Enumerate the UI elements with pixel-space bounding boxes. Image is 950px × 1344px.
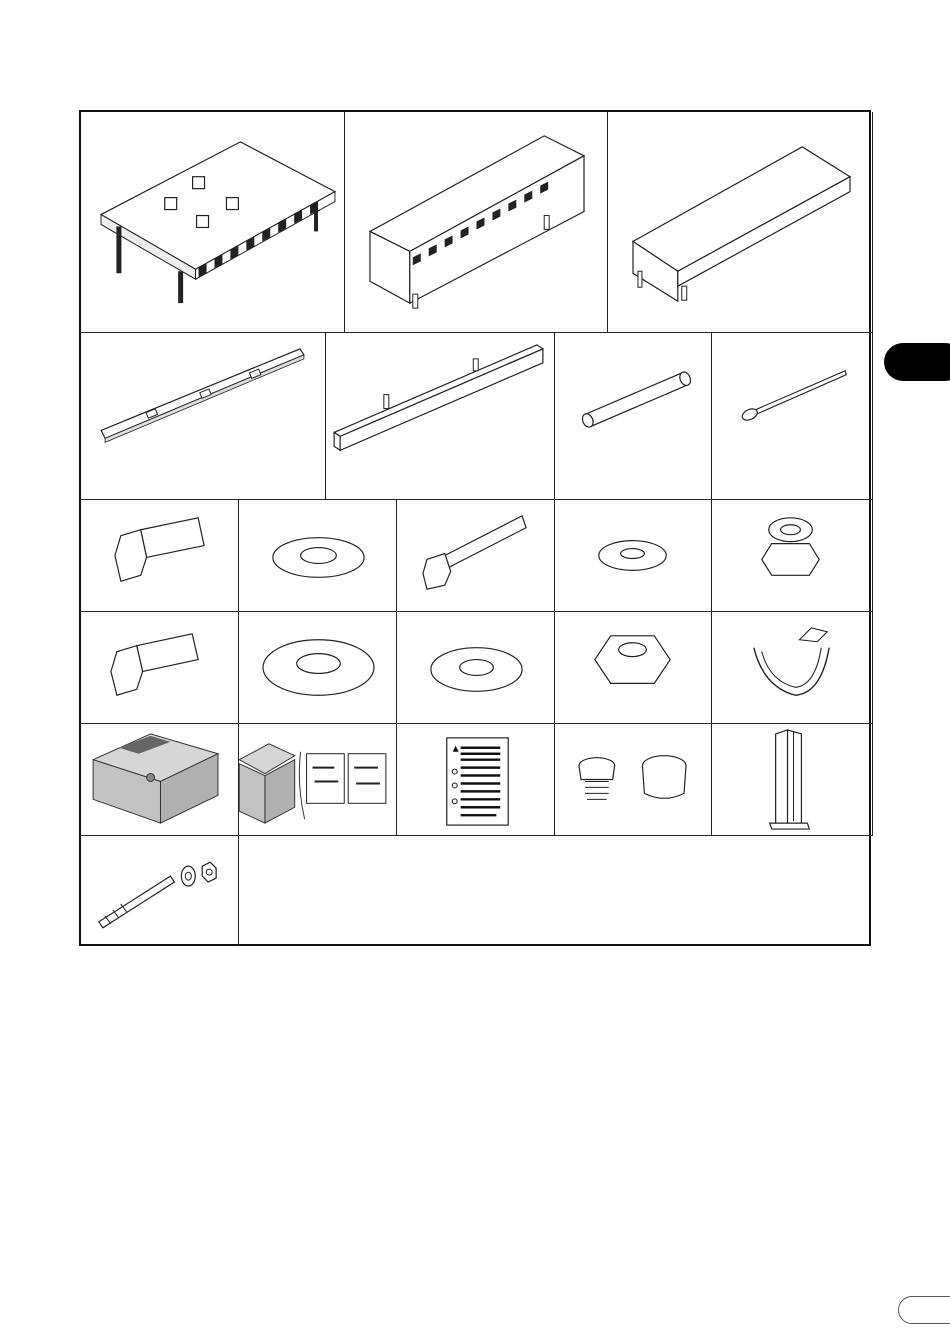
long-bolt-icon	[397, 500, 554, 611]
plug-cap-icon	[555, 724, 711, 835]
bolt-icon	[81, 612, 238, 723]
tube-cell	[555, 333, 712, 500]
instruction-sheet-cell	[397, 724, 555, 836]
document-icon	[397, 724, 554, 835]
washer-small-cell	[555, 500, 712, 612]
washer-large-cell	[239, 500, 397, 612]
washer-icon	[397, 612, 554, 723]
split-pin-cell	[712, 333, 873, 500]
anchor-bolt-icon	[81, 836, 238, 946]
hex-nut-icon	[555, 612, 711, 723]
tube-icon	[555, 333, 711, 499]
clip-cell	[712, 612, 873, 724]
control-box-icon	[81, 724, 238, 835]
washer-medium-cell	[397, 612, 555, 724]
cover-cell	[345, 112, 608, 333]
rail-icon	[81, 333, 325, 499]
washer-icon	[239, 612, 396, 723]
platform-icon	[81, 112, 344, 332]
rail-cell	[81, 333, 326, 500]
lock-nut-cell	[712, 500, 873, 612]
square-rail-icon	[326, 333, 554, 499]
square-rail-cell	[326, 333, 555, 500]
section-tab	[884, 343, 950, 381]
parts-table	[79, 110, 871, 946]
empty-cell	[239, 836, 873, 946]
control-box-diagram-cell	[239, 724, 397, 836]
washer-icon	[555, 500, 711, 611]
washer-wide-cell	[239, 612, 397, 724]
plain-cover-icon	[608, 112, 872, 332]
hex-nut-cell	[555, 612, 712, 724]
lock-nut-icon	[712, 500, 872, 611]
platform-cell	[81, 112, 345, 333]
washer-icon	[239, 500, 396, 611]
bolt-icon	[81, 500, 238, 611]
cover-icon	[345, 112, 607, 332]
bolt-long-cell	[397, 500, 555, 612]
split-pin-icon	[712, 333, 872, 499]
plain-cover-cell	[608, 112, 873, 333]
plugs-cell	[555, 724, 712, 836]
control-box-cell	[81, 724, 239, 836]
post-cell	[712, 724, 873, 836]
anchor-bolt-cell	[81, 836, 239, 946]
bolt-short-cell	[81, 500, 239, 612]
control-box-diagram-icon	[239, 724, 396, 835]
post-icon	[712, 724, 872, 835]
clip-icon	[712, 612, 872, 723]
page-number-oval	[898, 1296, 950, 1324]
bolt-short-cell-2	[81, 612, 239, 724]
